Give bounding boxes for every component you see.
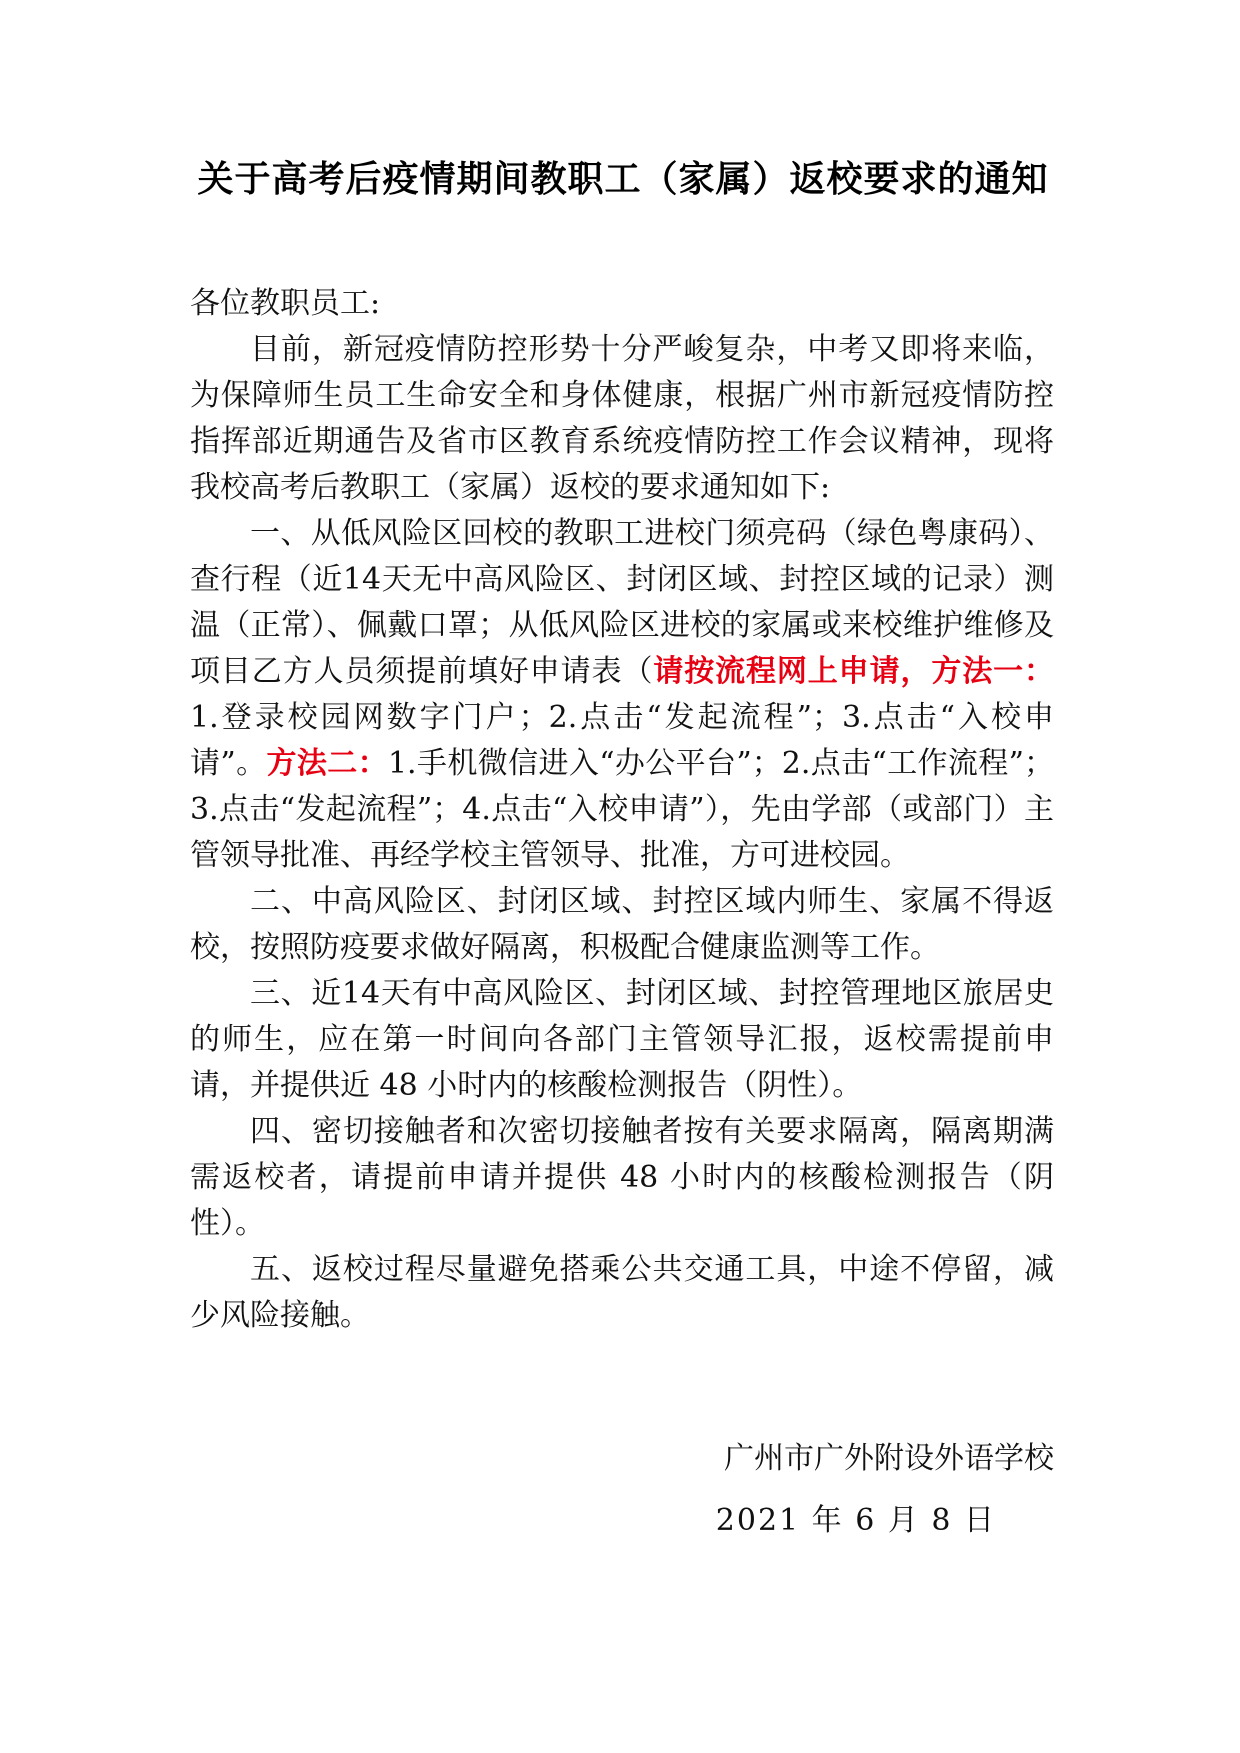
item-2-paragraph: 二、中高风险区、封闭区域、封控区域内师生、家属不得返校，按照防疫要求做好隔离，积极配合健康监测等工作。: [190, 884, 1054, 965]
item-1-text-part3: 1.手机微信进入“办公平台”；2.点击“工作流程”；3.点击“发起流程”；4.点击“入校申请”），先由学部（或部门）主管领导批准、再经学校主管领导、批准，方可进校园。: [190, 746, 1055, 873]
item-1-highlight-method2: 方法二：: [266, 746, 388, 781]
intro-paragraph: 目前，新冠疫情防控形势十分严峻复杂，中考又即将来临，为保障师生员工生命安全和身体健康，根据广州市新冠疫情防控指挥部近期通告及省市区教育系统疫情防控工作会议精神，现将我校高考后教职工（家属）返校的要求通知如下:: [190, 332, 1054, 505]
item-1-text-part2: 1.登录校园网数字门户；2.点击“发起流程”；3.点击“入校申请”。: [190, 700, 1054, 781]
signature-block: [594, 1428, 1054, 1552]
item-1-text-part1: 一、从低风险区回校的教职工进校门须亮码（绿色粤康码）、查行程（近14天无中高风险区、封闭区域、封控区域的记录）测温（正常）、佩戴口罩；从低风险区进校的家属或来校维护维修及项目乙方人员须提前填好申请表（: [190, 516, 1054, 689]
item-5-paragraph: 五、返校过程尽量避免搭乘公共交通工具，中途不停留，减少风险接触。: [190, 1252, 1054, 1333]
document-title: 关于高考后疫情期间教职工（家属）返校要求的通知: [197, 158, 1049, 200]
salutation: 各位教职员工:: [190, 286, 381, 321]
item-4-paragraph: 四、密切接触者和次密切接触者按有关要求隔离，隔离期满需返校者，请提前申请并提供 48 小时内的核酸检测报告（阴性）。: [190, 1114, 1054, 1241]
document-body: [190, 281, 1054, 1339]
item-1-highlight-method1: 请按流程网上申请，方法一：: [653, 654, 1055, 689]
signature-date: 2021 年 6 月 8 日: [715, 1503, 996, 1538]
item-3-paragraph: 三、近14天有中高风险区、封闭区域、封控管理地区旅居史的师生，应在第一时间向各部门主管领导汇报，返校需提前申请，并提供近 48 小时内的核酸检测报告（阴性）。: [190, 976, 1054, 1103]
signature-organization: 广州市广外附设外语学校: [724, 1441, 1054, 1476]
item-1-paragraph: [190, 511, 1054, 879]
